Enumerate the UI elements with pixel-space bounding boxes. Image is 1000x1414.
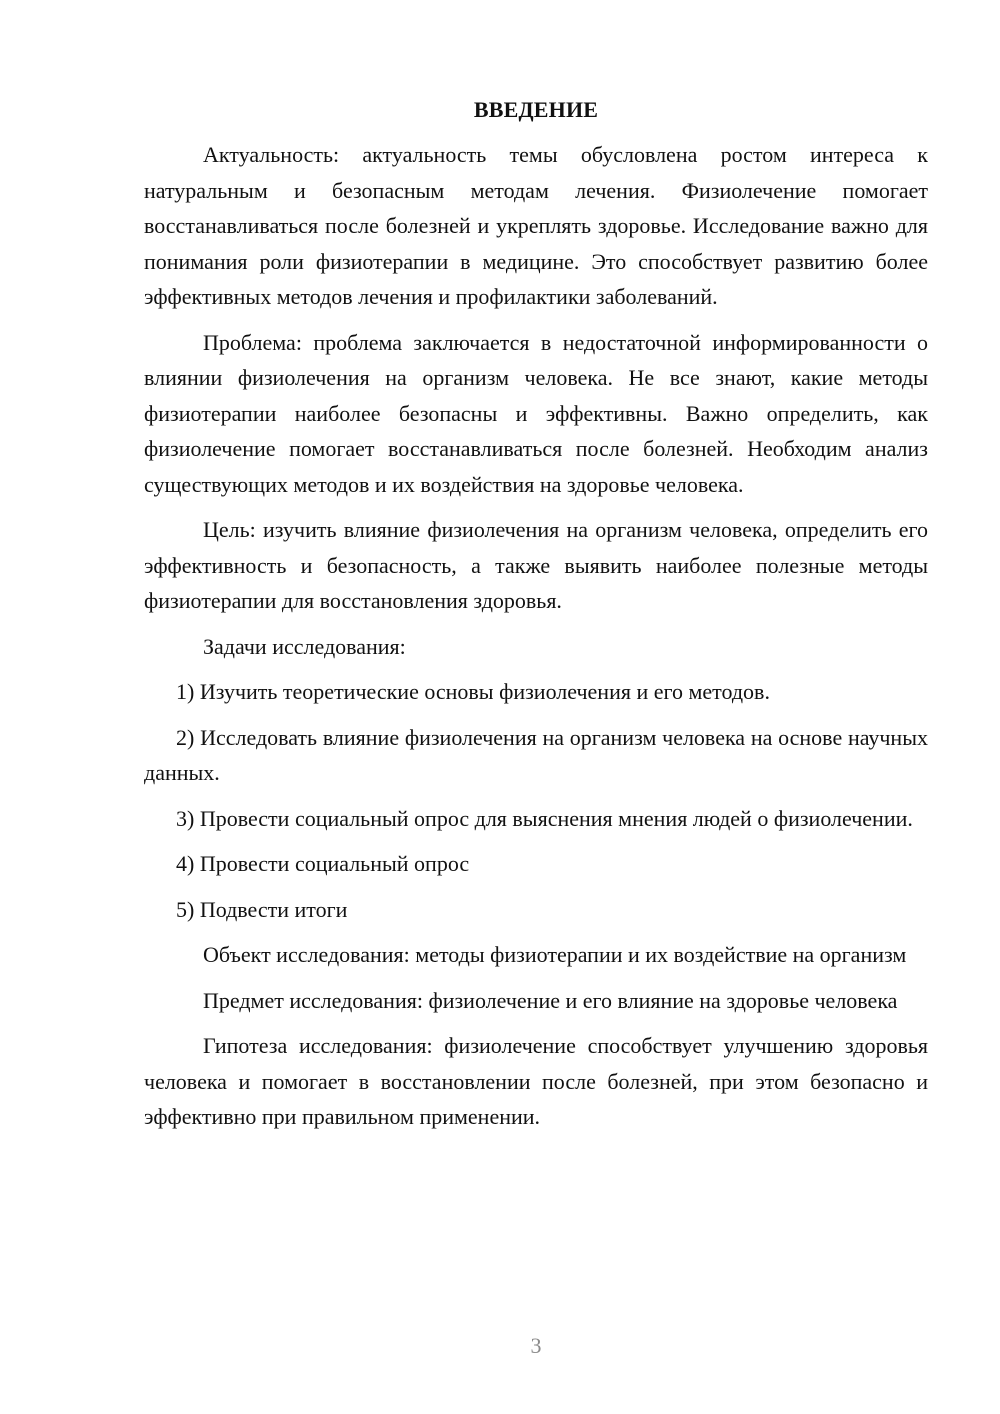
paragraph-problem: Проблема: проблема заключается в недостаточной информированности о влиянии физиолечения на организм человека. Не все знают, какие методы физиотерапии наиболее безопасны и эффективны. Важно определить, как физиолечение помогает восстанавливаться после болезней. Необходим анализ существующих методов и их воздействия на здоровье человека.: [144, 329, 928, 497]
page-content: [144, 92, 928, 1145]
paragraph-goal: Цель: изучить влияние физиолечения на организм человека, определить его эффективность и безопасность, а также выявить наиболее полезные методы физиотерапии для восстановления здоровья.: [144, 517, 928, 613]
list-item: 5) Подвести итоги: [176, 896, 348, 922]
list-item: 1) Изучить теоретические основы физиолечения и его методов.: [176, 679, 770, 704]
paragraph-object: Объект исследования: методы физиотерапии и их воздействие на организм: [203, 942, 907, 967]
list-item: 3) Провести социальный опрос для выяснения мнения людей о физиолечении.: [176, 805, 913, 831]
paragraph-relevance: Актуальность: актуальность темы обусловлена ростом интереса к натуральным и безопасным методам лечения. Физиолечение помогает восстанавливаться после болезней и укреплять здоровье. Исследование важно для понимания роли физиотерапии в медицине. Это способствует развитию более эффективных методов лечения и профилактики заболеваний.: [144, 142, 928, 309]
paragraph-hypothesis: Гипотеза исследования: физиолечение способствует улучшению здоровья человека и помогает в восстановлении после болезней, при этом безопасно и эффективно при правильном применении.: [144, 1033, 928, 1129]
list-item: 2) Исследовать влияние физиолечения на организм человека на основе научных данных.: [144, 724, 928, 785]
paragraph-subject: Предмет исследования: физиолечение и его влияние на здоровье человека: [203, 987, 898, 1013]
list-item: 4) Провести социальный опрос: [176, 851, 470, 876]
paragraph-tasks-heading: Задачи исследования:: [203, 633, 406, 659]
section-title: ВВЕДЕНИЕ: [473, 97, 599, 122]
page-number: 3: [530, 1333, 542, 1358]
